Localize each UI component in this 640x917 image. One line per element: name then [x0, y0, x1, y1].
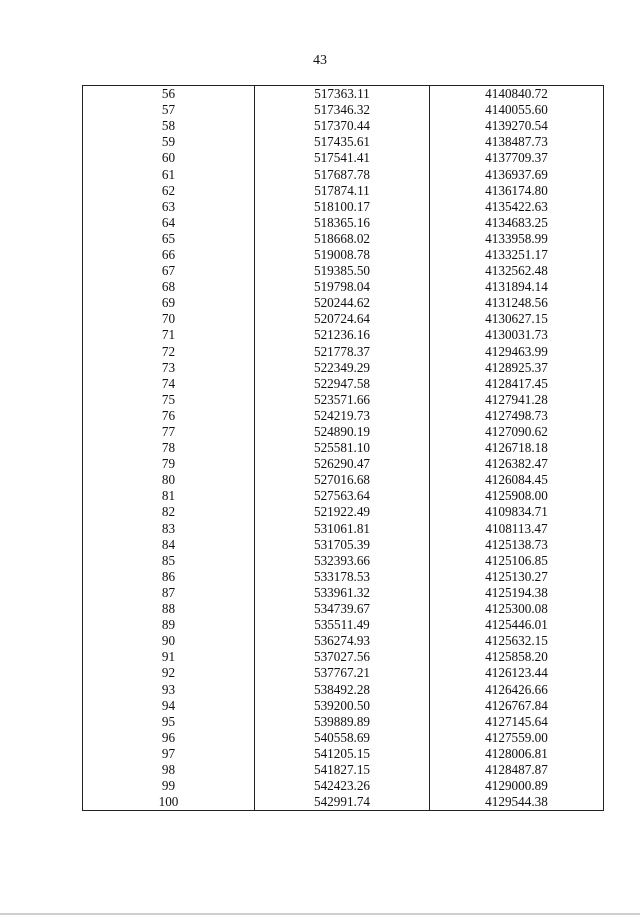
- table-row: [83, 504, 604, 520]
- y-coordinate-cell: 4127090.62: [430, 424, 604, 440]
- point-number-cell: 91: [83, 649, 255, 665]
- table-row: [83, 424, 604, 440]
- table-row: [83, 231, 604, 247]
- x-coordinate-cell: 517346.32: [255, 102, 430, 118]
- x-coordinate-cell: 537027.56: [255, 649, 430, 665]
- point-number-cell: 89: [83, 617, 255, 633]
- x-coordinate-cell: 524219.73: [255, 408, 430, 424]
- point-number-cell: 69: [83, 295, 255, 311]
- point-number-cell: 57: [83, 102, 255, 118]
- table-row: [83, 488, 604, 504]
- y-coordinate-cell: 4128417.45: [430, 376, 604, 392]
- table-row: [83, 440, 604, 456]
- y-coordinate-cell: 4125632.15: [430, 633, 604, 649]
- point-number-cell: 86: [83, 569, 255, 585]
- x-coordinate-cell: 536274.93: [255, 633, 430, 649]
- x-coordinate-cell: 533961.32: [255, 585, 430, 601]
- y-coordinate-cell: 4129000.89: [430, 778, 604, 794]
- y-coordinate-cell: 4125194.38: [430, 585, 604, 601]
- point-number-cell: 90: [83, 633, 255, 649]
- x-coordinate-cell: 539200.50: [255, 698, 430, 714]
- y-coordinate-cell: 4109834.71: [430, 504, 604, 520]
- x-coordinate-cell: 521778.37: [255, 344, 430, 360]
- point-number-cell: 99: [83, 778, 255, 794]
- point-number-cell: 94: [83, 698, 255, 714]
- x-coordinate-cell: 518365.16: [255, 215, 430, 231]
- table-row: [83, 585, 604, 601]
- x-coordinate-cell: 524890.19: [255, 424, 430, 440]
- x-coordinate-cell: 519008.78: [255, 247, 430, 263]
- x-coordinate-cell: 523571.66: [255, 392, 430, 408]
- x-coordinate-cell: 517363.11: [255, 86, 430, 103]
- x-coordinate-cell: 534739.67: [255, 601, 430, 617]
- y-coordinate-cell: 4127941.28: [430, 392, 604, 408]
- table-row: [83, 633, 604, 649]
- table-row: [83, 553, 604, 569]
- table-row: [83, 295, 604, 311]
- x-coordinate-cell: 537767.21: [255, 665, 430, 681]
- x-coordinate-cell: 541827.15: [255, 762, 430, 778]
- y-coordinate-cell: 4130627.15: [430, 311, 604, 327]
- y-coordinate-cell: 4136174.80: [430, 183, 604, 199]
- table-row: [83, 150, 604, 166]
- x-coordinate-cell: 542423.26: [255, 778, 430, 794]
- y-coordinate-cell: 4126382.47: [430, 456, 604, 472]
- table-row: [83, 521, 604, 537]
- point-number-cell: 68: [83, 279, 255, 295]
- y-coordinate-cell: 4129463.99: [430, 344, 604, 360]
- table-row: [83, 698, 604, 714]
- table-row: [83, 134, 604, 150]
- table-row: [83, 617, 604, 633]
- y-coordinate-cell: 4125138.73: [430, 537, 604, 553]
- y-coordinate-cell: 4131248.56: [430, 295, 604, 311]
- y-coordinate-cell: 4125300.08: [430, 601, 604, 617]
- point-number-cell: 79: [83, 456, 255, 472]
- table-row: [83, 199, 604, 215]
- table-row: [83, 86, 604, 103]
- y-coordinate-cell: 4126426.66: [430, 681, 604, 697]
- table-row: [83, 472, 604, 488]
- y-coordinate-cell: 4125106.85: [430, 553, 604, 569]
- point-number-cell: 56: [83, 86, 255, 103]
- point-number-cell: 80: [83, 472, 255, 488]
- point-number-cell: 65: [83, 231, 255, 247]
- table-row: [83, 102, 604, 118]
- x-coordinate-cell: 527016.68: [255, 472, 430, 488]
- x-coordinate-cell: 539889.89: [255, 714, 430, 730]
- table-row: [83, 215, 604, 231]
- y-coordinate-cell: 4139270.54: [430, 118, 604, 134]
- table-row: [83, 327, 604, 343]
- y-coordinate-cell: 4126718.18: [430, 440, 604, 456]
- x-coordinate-cell: 542991.74: [255, 794, 430, 811]
- point-number-cell: 87: [83, 585, 255, 601]
- y-coordinate-cell: 4136937.69: [430, 166, 604, 182]
- y-coordinate-cell: 4126123.44: [430, 665, 604, 681]
- y-coordinate-cell: 4125446.01: [430, 617, 604, 633]
- table-row: [83, 778, 604, 794]
- point-number-cell: 88: [83, 601, 255, 617]
- point-number-cell: 72: [83, 344, 255, 360]
- y-coordinate-cell: 4128925.37: [430, 360, 604, 376]
- table-row: [83, 279, 604, 295]
- x-coordinate-cell: 521922.49: [255, 504, 430, 520]
- y-coordinate-cell: 4125858.20: [430, 649, 604, 665]
- y-coordinate-cell: 4133958.99: [430, 231, 604, 247]
- y-coordinate-cell: 4108113.47: [430, 521, 604, 537]
- y-coordinate-cell: 4137709.37: [430, 150, 604, 166]
- point-number-cell: 98: [83, 762, 255, 778]
- point-number-cell: 93: [83, 681, 255, 697]
- table-row: [83, 247, 604, 263]
- x-coordinate-cell: 540558.69: [255, 730, 430, 746]
- table-row: [83, 392, 604, 408]
- x-coordinate-cell: 533178.53: [255, 569, 430, 585]
- point-number-cell: 85: [83, 553, 255, 569]
- point-number-cell: 59: [83, 134, 255, 150]
- page-bottom-edge: [0, 913, 640, 915]
- coordinates-table: [82, 85, 604, 811]
- x-coordinate-cell: 517435.61: [255, 134, 430, 150]
- y-coordinate-cell: 4132562.48: [430, 263, 604, 279]
- table-row: [83, 794, 604, 811]
- y-coordinate-cell: 4135422.63: [430, 199, 604, 215]
- x-coordinate-cell: 535511.49: [255, 617, 430, 633]
- x-coordinate-cell: 531705.39: [255, 537, 430, 553]
- point-number-cell: 83: [83, 521, 255, 537]
- point-number-cell: 70: [83, 311, 255, 327]
- x-coordinate-cell: 527563.64: [255, 488, 430, 504]
- x-coordinate-cell: 517541.41: [255, 150, 430, 166]
- x-coordinate-cell: 538492.28: [255, 681, 430, 697]
- table-row: [83, 166, 604, 182]
- x-coordinate-cell: 518100.17: [255, 199, 430, 215]
- x-coordinate-cell: 517370.44: [255, 118, 430, 134]
- x-coordinate-cell: 531061.81: [255, 521, 430, 537]
- y-coordinate-cell: 4127559.00: [430, 730, 604, 746]
- x-coordinate-cell: 525581.10: [255, 440, 430, 456]
- y-coordinate-cell: 4138487.73: [430, 134, 604, 150]
- y-coordinate-cell: 4129544.38: [430, 794, 604, 811]
- point-number-cell: 62: [83, 183, 255, 199]
- point-number-cell: 81: [83, 488, 255, 504]
- y-coordinate-cell: 4125130.27: [430, 569, 604, 585]
- point-number-cell: 95: [83, 714, 255, 730]
- point-number-cell: 58: [83, 118, 255, 134]
- x-coordinate-cell: 541205.15: [255, 746, 430, 762]
- y-coordinate-cell: 4140055.60: [430, 102, 604, 118]
- x-coordinate-cell: 520724.64: [255, 311, 430, 327]
- table-row: [83, 601, 604, 617]
- y-coordinate-cell: 4140840.72: [430, 86, 604, 103]
- coordinates-table-body: [83, 86, 604, 811]
- y-coordinate-cell: 4131894.14: [430, 279, 604, 295]
- point-number-cell: 63: [83, 199, 255, 215]
- table-row: [83, 456, 604, 472]
- y-coordinate-cell: 4126084.45: [430, 472, 604, 488]
- table-row: [83, 118, 604, 134]
- y-coordinate-cell: 4128487.87: [430, 762, 604, 778]
- y-coordinate-cell: 4128006.81: [430, 746, 604, 762]
- point-number-cell: 92: [83, 665, 255, 681]
- table-row: [83, 681, 604, 697]
- table-row: [83, 649, 604, 665]
- table-row: [83, 746, 604, 762]
- point-number-cell: 97: [83, 746, 255, 762]
- table-row: [83, 569, 604, 585]
- table-row: [83, 376, 604, 392]
- page-number: 43: [313, 53, 327, 68]
- point-number-cell: 84: [83, 537, 255, 553]
- x-coordinate-cell: 519385.50: [255, 263, 430, 279]
- table-row: [83, 263, 604, 279]
- point-number-cell: 64: [83, 215, 255, 231]
- y-coordinate-cell: 4127145.64: [430, 714, 604, 730]
- point-number-cell: 61: [83, 166, 255, 182]
- point-number-cell: 74: [83, 376, 255, 392]
- point-number-cell: 73: [83, 360, 255, 376]
- table-row: [83, 714, 604, 730]
- point-number-cell: 82: [83, 504, 255, 520]
- point-number-cell: 71: [83, 327, 255, 343]
- x-coordinate-cell: 532393.66: [255, 553, 430, 569]
- table-row: [83, 311, 604, 327]
- x-coordinate-cell: 526290.47: [255, 456, 430, 472]
- table-row: [83, 183, 604, 199]
- point-number-cell: 100: [83, 794, 255, 811]
- point-number-cell: 76: [83, 408, 255, 424]
- x-coordinate-cell: 522947.58: [255, 376, 430, 392]
- x-coordinate-cell: 519798.04: [255, 279, 430, 295]
- point-number-cell: 96: [83, 730, 255, 746]
- x-coordinate-cell: 518668.02: [255, 231, 430, 247]
- y-coordinate-cell: 4134683.25: [430, 215, 604, 231]
- x-coordinate-cell: 517687.78: [255, 166, 430, 182]
- point-number-cell: 67: [83, 263, 255, 279]
- point-number-cell: 77: [83, 424, 255, 440]
- table-row: [83, 360, 604, 376]
- x-coordinate-cell: 517874.11: [255, 183, 430, 199]
- y-coordinate-cell: 4127498.73: [430, 408, 604, 424]
- point-number-cell: 60: [83, 150, 255, 166]
- point-number-cell: 78: [83, 440, 255, 456]
- table-row: [83, 730, 604, 746]
- y-coordinate-cell: 4130031.73: [430, 327, 604, 343]
- table-row: [83, 537, 604, 553]
- x-coordinate-cell: 521236.16: [255, 327, 430, 343]
- table-row: [83, 344, 604, 360]
- point-number-cell: 75: [83, 392, 255, 408]
- y-coordinate-cell: 4125908.00: [430, 488, 604, 504]
- point-number-cell: 66: [83, 247, 255, 263]
- table-row: [83, 762, 604, 778]
- y-coordinate-cell: 4126767.84: [430, 698, 604, 714]
- y-coordinate-cell: 4133251.17: [430, 247, 604, 263]
- table-row: [83, 665, 604, 681]
- table-row: [83, 408, 604, 424]
- x-coordinate-cell: 520244.62: [255, 295, 430, 311]
- x-coordinate-cell: 522349.29: [255, 360, 430, 376]
